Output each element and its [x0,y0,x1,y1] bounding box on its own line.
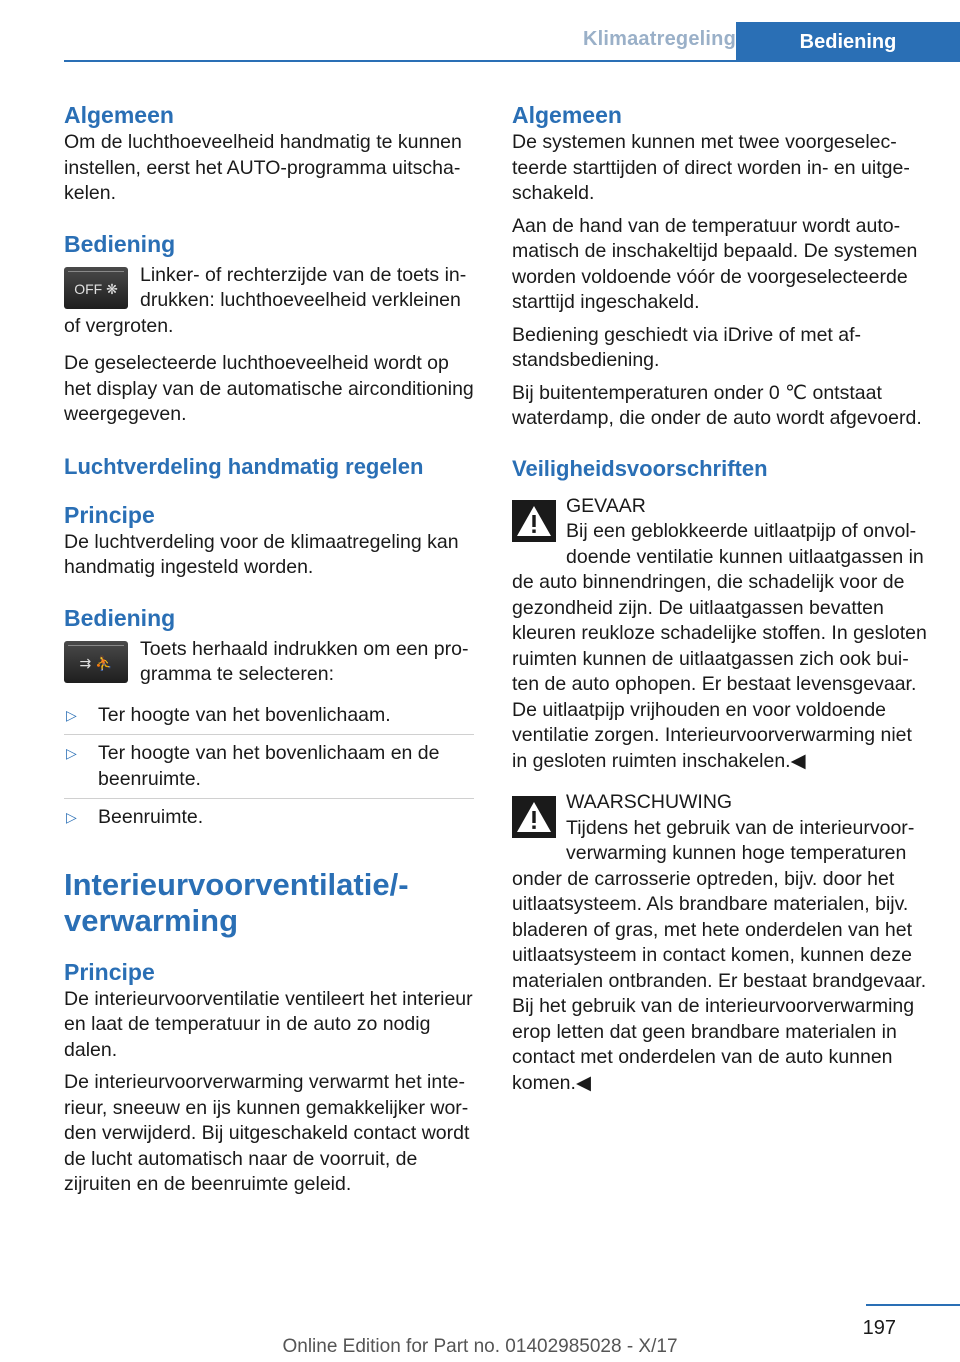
heading-principe: Principe [64,501,155,528]
triangle-bullet-icon: ▷ [66,809,77,825]
warning-label: GEVAAR [566,494,646,517]
paragraph: Om de luchthoeveelheid handmatig te kunnen instellen, eerst het AUTO-programma uitschakelen. [64,131,462,204]
warning-block [512,790,927,1096]
heading-interieurvoorventilatie: Interieurvoorventilatie/-verwarming [64,866,409,938]
header-rule [64,60,960,62]
warning-text: Tijdens het gebruik van de interieurvoorverwarming kunnen hoge temperaturen onder de carrosserie optreden, bijv. door het uitlaatsysteem. Als brandbare materialen, bijv. bladeren of gras, met hete onderdelen van het uitlaatsysteem in contact komen, kunnen deze materialen ontbranden. Er bestaat brandgevaar. Bij het gebruik van de interieurvoorverwarming erop letten dat geen brandbare materialen in contact met onderdelen van de auto kunnen komen.◀ [512,816,927,1094]
page-number: 197 [862,1317,896,1339]
chapter-tab[interactable]: Klimaatregeling [582,28,736,50]
paragraph: De interieurvoorventilatie ventileert het interieur en laat de temperatuur in de auto zo nodig dalen. [64,987,473,1061]
icon-paragraph [64,263,474,340]
paragraph: Bediening geschiedt via iDrive of met afstandsbediening. [512,323,862,371]
paragraph: De luchtverdeling voor de klimaatregeling kan handmatig ingesteld worden. [64,530,459,578]
warning-triangle-icon [512,796,556,838]
program-list [64,697,474,837]
warning-triangle-icon [512,500,556,542]
paragraph: Toets herhaald indrukken om een programma te selecteren: [140,637,469,685]
list-item: ▷ Ter hoogte van het bovenlichaam. [64,697,474,736]
edition-footer: Online Edition for Part no. 01402985028 - X/17 [282,1336,678,1357]
heading-algemeen-right: Algemeen [512,102,622,128]
paragraph: De interieurvoorverwarming verwarmt het interieur, sneeuw en ijs kunnen gemakkelijker worden verwijderd. Bij uitgeschakeld contact wordt de lucht automatisch naar de voorruit, de zijruiten en de beenruimte geleid. [64,1071,470,1195]
paragraph: Bij buitentemperaturen onder 0 ℃ ontstaat waterdamp, die onder de auto wordt afgevoerd. [512,381,922,429]
warning-text: Bij een geblokkeerde uitlaatpijp of onvoldoende ventilatie kunnen uitlaatgassen in de auto binnendringen, die schadelijk voor de gezondheid zijn. De uitlaatgassen bevatten kleuren reukloze schadelijke stoffen. In gesloten ruimten kunnen de uitlaatgassen zich ook buiten de auto ophopen. Er bestaat levensgevaar. De uitlaatpijp vrijhouden en voor voldoende ventilatie zorgen. Interieurvoorverwarming niet in gesloten ruimten inschakelen.◀ [512,520,927,772]
list-item: ▷ Beenruimte. [64,799,474,837]
heading-algemeen: Algemeen [64,102,174,128]
warning-label: WAARSCHUWING [566,791,733,813]
heading-bediening: Bediening [64,230,176,257]
triangle-bullet-icon: ▷ [66,706,77,723]
paragraph: Linker- of rechterzijde van de toets indrukken: luchthoeveelheid verkleinen of vergroten. [64,263,467,337]
left-column [64,100,474,1198]
warning-block [512,494,927,775]
heading-luchtverdeling: Luchtverdeling handmatig regelen [64,453,424,479]
paragraph: De systemen kunnen met twee voorgeselecteerde starttijden of direct worden in- en uitgeschakeld. [512,131,910,204]
heading-bediening-2: Bediening [64,604,176,631]
page-header [0,0,960,62]
footer-rule [866,1304,960,1306]
heading-veiligheid: Veiligheidsvoorschriften [512,455,768,481]
air-distribution-button-icon: ⇉ ⛹ [64,641,128,683]
heading-principe-2: Principe [64,958,155,985]
list-item: ▷ Ter hoogte van het bovenlichaam en de beenruimte. [64,735,474,799]
paragraph: Aan de hand van de temperatuur wordt automatisch de inschakeltijd bepaald. De systemen worden voldoende vóór de voorgeselecteerde starttijd ingeschakeld. [512,214,918,313]
right-column [512,100,927,1096]
triangle-bullet-icon: ▷ [66,745,77,761]
paragraph: De geselecteerde luchthoeveelheid wordt op het display van de automatische airconditioning weergegeven. [64,352,474,425]
section-tab[interactable]: Bediening [736,22,960,62]
icon-paragraph [64,637,474,689]
fan-off-button-icon: OFF ❋ [64,267,128,309]
